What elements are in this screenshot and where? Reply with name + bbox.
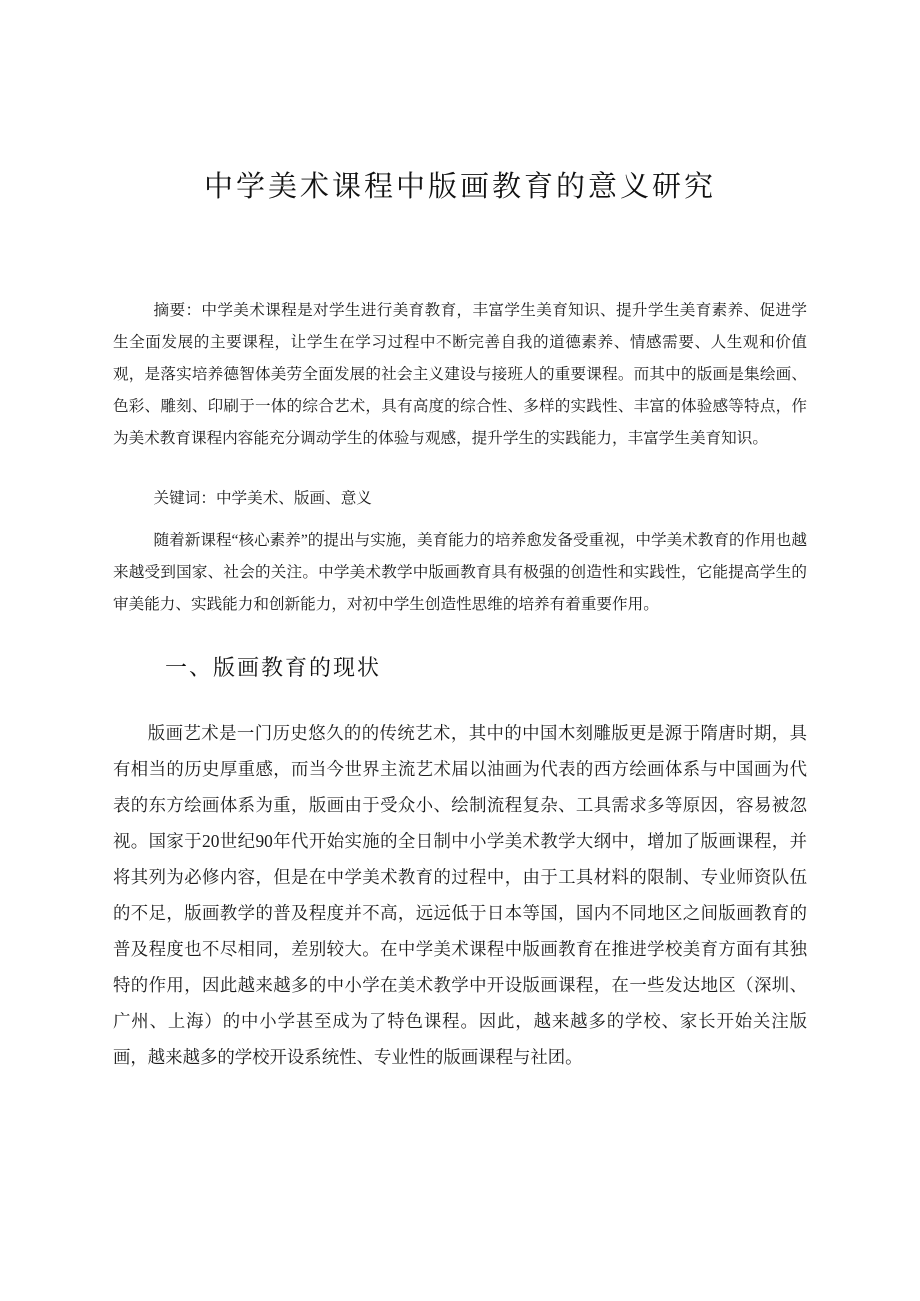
abstract-text: 中学美术课程是对学生进行美育教育，丰富学生美育知识、提升学生美育素养、促进学生全面发展的主要课程，让学生在学习过程中不断完善自我的道德素养、情感需要、人生观和价值观，是落实培养德智体美劳全面发展的社会主义建设与接班人的重要课程。而其中的版画是集绘画、色彩、雕刻、印刷于一体的综合艺术，具有高度的综合性、多样的实践性、丰富的体验感等特点，作为美术教育课程内容能充分调动学生的体验与观感，提升学生的实践能力，丰富学生美育知识。 [113, 302, 807, 447]
section-1-heading: 一、版画教育的现状 [165, 655, 382, 680]
keywords-text: 中学美术、版画、意义 [215, 490, 372, 507]
introduction-paragraph: 随着新课程“核心素养”的提出与实施，美育能力的培养愈发备受重视，中学美术教育的作用也越来越受到国家、社会的关注。中学美术教学中版画教育具有极强的创造性和实践性，它能提高学生的审美能力、实践能力和创新能力，对初中学生创造性思维的培养有着重要作用。 [113, 532, 807, 613]
abstract-label: 摘要： [153, 302, 202, 319]
keywords-paragraph [113, 483, 807, 515]
abstract-paragraph [113, 295, 807, 455]
keywords-label: 关键词： [153, 490, 216, 507]
section-1-body: 版画艺术是一门历史悠久的的传统艺术，其中的中国木刻雕版更是源于隋唐时期，具有相当的历史厚重感，而当今世界主流艺术届以油画为代表的西方绘画体系与中国画为代表的东方绘画体系为重，版画由于受众小、绘制流程复杂、工具需求多等原因，容易被忽视。国家于20世纪90年代开始实施的全日制中小学美术教学大纲中，增加了版画课程，并将其列为必修内容，但是在中学美术教育的过程中，由于工具材料的限制、专业师资队伍的不足，版画教学的普及程度并不高，远远低于日本等国，国内不同地区之间版画教育的普及程度也不尽相同，差别较大。在中学美术课程中版画教育在推进学校美育方面有其独特的作用，因此越来越多的中小学在美术教学中开设版画课程，在一些发达地区（深圳、广州、上海）的中小学甚至成为了特色课程。因此，越来越多的学校、家长开始关注版画，越来越多的学校开设系统性、专业性的版画课程与社团。 [113, 723, 807, 1067]
document-title: 中学美术课程中版画教育的意义研究 [203, 171, 716, 203]
